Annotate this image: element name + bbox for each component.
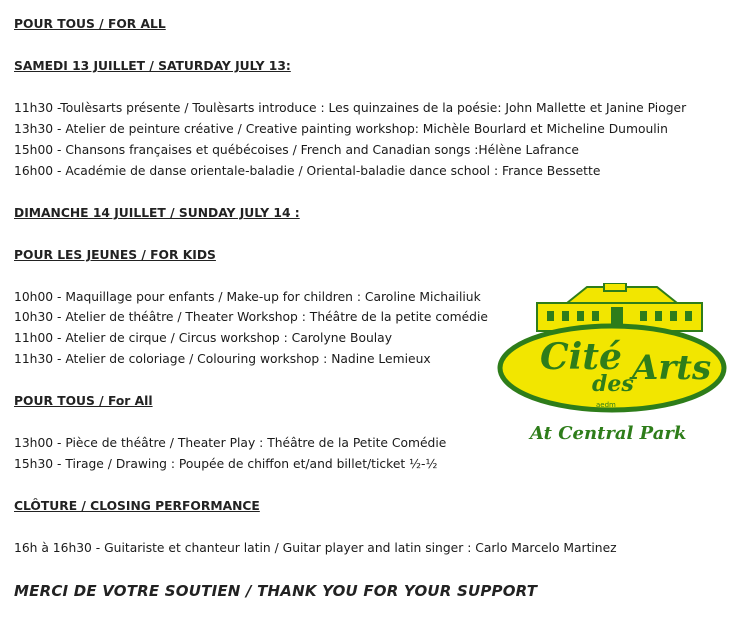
all-item: 15h30 - Tirage / Drawing : Poupée de chiffon et/and billet/ticket ½-½ <box>14 457 438 471</box>
kids-heading: POUR LES JEUNES / FOR KIDS <box>14 248 216 262</box>
kids-item: 11h00 - Atelier de cirque / Circus workshop : Carolyne Boulay <box>14 331 392 345</box>
logo-word-3: Arts <box>632 348 712 388</box>
saturday-item: 16h00 - Académie de danse orientale-baladie / Oriental-baladie dance school : France Bessette <box>14 164 601 178</box>
logo-tagline: At Central Park <box>530 423 687 444</box>
saturday-heading: SAMEDI 13 JUILLET / SATURDAY JULY 13: <box>14 59 291 73</box>
kids-item: 11h30 - Atelier de coloriage / Colouring workshop : Nadine Lemieux <box>14 352 431 366</box>
logo-word-1: Cité <box>540 336 622 378</box>
kids-item: 10h30 - Atelier de théâtre / Theater Workshop : Théâtre de la petite comédie <box>14 310 488 324</box>
saturday-item: 11h30 -Toulèsarts présente / Toulèsarts introduce : Les quinzaines de la poésie: John Mallette et Janine Pioger <box>14 101 687 115</box>
sunday-heading: DIMANCHE 14 JUILLET / SUNDAY JULY 14 : <box>14 206 300 220</box>
closing-heading: CLÔTURE / CLOSING PERFORMANCE <box>14 499 260 513</box>
cite-des-arts-logo <box>492 283 742 453</box>
all-heading: POUR TOUS / For All <box>14 394 153 408</box>
header-for-all: POUR TOUS / FOR ALL <box>14 17 166 31</box>
all-item: 13h00 - Pièce de théâtre / Theater Play : Théâtre de la Petite Comédie <box>14 436 447 450</box>
logo-word-2: des <box>592 371 634 397</box>
logo-small-text: aedm <box>596 401 616 409</box>
thanks-message: MERCI DE VOTRE SOUTIEN / THANK YOU FOR YOUR SUPPORT <box>14 582 538 600</box>
kids-item: 10h00 - Maquillage pour enfants / Make-up for children : Caroline Michailiuk <box>14 290 481 304</box>
closing-item: 16h à 16h30 - Guitariste et chanteur latin / Guitar player and latin singer : Carlo Marcelo Martinez <box>14 541 617 555</box>
saturday-item: 15h00 - Chansons françaises et québécoises / French and Canadian songs :Hélène Lafrance <box>14 143 579 157</box>
saturday-item: 13h30 - Atelier de peinture créative / Creative painting workshop: Michèle Bourlard et Micheline Dumoulin <box>14 122 668 136</box>
